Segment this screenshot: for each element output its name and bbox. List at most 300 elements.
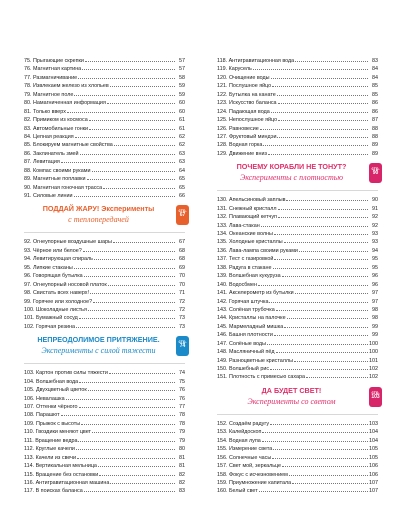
section-header-light	[217, 385, 378, 415]
dot-leader	[273, 444, 368, 450]
toc-entry	[217, 461, 378, 469]
dot-leader	[274, 330, 368, 336]
toc-entry-title: 92. Огнеупорные воздушные шары	[24, 239, 112, 246]
toc-entry-page: 89	[372, 142, 378, 149]
dot-leader	[82, 64, 175, 70]
toc-entry	[24, 90, 185, 98]
toc-entry-page: 67	[179, 239, 185, 246]
toc-entry-page: 93	[372, 231, 378, 237]
toc-entry	[217, 478, 378, 486]
page-badge-number: 74	[179, 343, 186, 350]
dot-leader	[98, 461, 175, 467]
toc-entry-title: 156. Солнечные часы	[217, 454, 272, 461]
toc-entry-page: 70	[179, 281, 185, 288]
toc-entry-page: 79	[179, 437, 185, 444]
section-subtitle: Эксперименты с плотностью	[239, 173, 344, 183]
dot-leader	[74, 263, 175, 269]
toc-entry-page: 63	[179, 159, 185, 166]
dot-leader	[88, 305, 175, 311]
dot-leader	[66, 394, 175, 400]
toc-entry-title: 94. Левитирующая спираль	[24, 256, 93, 263]
toc-entry-title: 103. Картон против силы тяжести	[24, 370, 108, 377]
toc-entry-page: 93	[372, 239, 378, 246]
toc-entry-page: 72	[179, 306, 185, 313]
toc-entry	[217, 313, 378, 321]
toc-entry-page: 82	[179, 471, 185, 478]
dot-leader	[274, 229, 368, 235]
toc-entry	[217, 427, 378, 435]
toc-entry	[24, 166, 185, 174]
toc-entry-title: 121. Послушное яйцо	[217, 83, 272, 90]
section-title: НЕПРЕОДОЛИМОЕ ПРИТЯЖЕНИЕ.	[37, 335, 160, 345]
toc-entry-page: 98	[372, 306, 378, 313]
toc-entry-title: 89. Магнитные поплавки	[24, 176, 86, 183]
dot-leader	[103, 183, 175, 189]
toc-entry-title: 75. Прыгающие скрепки	[24, 58, 84, 64]
toc-entry-title: 160. Белый свет	[217, 488, 258, 495]
dot-leader	[259, 486, 368, 492]
toc-entry-title: 140. Водосбмен	[217, 281, 257, 288]
toc-entry	[24, 470, 185, 478]
toc-entry	[24, 394, 185, 402]
toc-entry-title: 108. Парашют	[24, 412, 60, 419]
toc-entry-page: 88	[372, 133, 378, 140]
toc-entry-title: 130. Апельсиновый заплыв	[217, 197, 286, 204]
dot-leader	[109, 368, 175, 374]
dot-leader	[61, 410, 175, 416]
toc-entry	[217, 280, 378, 288]
toc-entry-title: 119. Карусель	[217, 66, 252, 73]
toc-entry-title: 137. Тест с газировкой	[217, 256, 274, 263]
dot-leader	[306, 372, 368, 378]
toc-left-column	[24, 56, 185, 495]
toc-entry-page: 91	[372, 205, 378, 212]
dot-leader	[75, 132, 175, 138]
toc-entry-page: 64	[179, 167, 185, 174]
dot-leader	[295, 56, 368, 62]
toc-entry-title: 93. Чёрное или белое?	[24, 247, 82, 254]
toc-entry-title: 87. Левитация	[24, 159, 60, 166]
toc-entry-page: 63	[179, 150, 185, 157]
toc-entry	[24, 132, 185, 140]
toc-entry	[217, 453, 378, 461]
toc-list	[217, 56, 378, 157]
toc-entry-title: 82. Примиком из космоса	[24, 117, 88, 124]
toc-entry-title: 117. В поисках баланса	[24, 488, 83, 495]
toc-entry-title: 113. Качели из свечи	[24, 454, 77, 461]
toc-entry-page: 84	[372, 74, 378, 81]
toc-entry-page: 69	[179, 264, 185, 271]
toc-entry-title: 105. Двухцветный цветок	[24, 387, 87, 394]
toc-entry	[217, 221, 378, 229]
toc-entry-title: 100. Шоколадные листья	[24, 306, 87, 313]
toc-entry	[24, 191, 185, 199]
toc-entry-title: 122. Бутылка на канате	[217, 91, 276, 98]
toc-entry-page: 81	[179, 463, 185, 470]
dot-leader	[80, 149, 175, 155]
toc-entry-title: 145. Мармеладный мишка	[217, 323, 284, 330]
toc-entry	[217, 81, 378, 89]
toc-entry-title: 84. Цепная реакция	[24, 133, 74, 140]
toc-entry-page: 99	[372, 332, 378, 339]
dot-leader	[114, 140, 175, 146]
dot-leader	[61, 157, 175, 163]
dot-leader	[277, 132, 368, 138]
toc-entry-title: 146. Башня плотности	[217, 332, 273, 339]
toc-entry-page: 86	[372, 108, 378, 115]
toc-entry-page: 89	[372, 150, 378, 157]
toc-entry-title: 86. Заклинатель змей	[24, 150, 79, 157]
page-badge	[369, 163, 382, 183]
toc-entry-page: 96	[372, 273, 378, 280]
toc-entry	[24, 98, 185, 106]
toc-entry-page: 66	[179, 193, 185, 199]
toc-entry	[24, 183, 185, 191]
dot-leader	[89, 124, 175, 130]
dot-leader	[294, 356, 368, 362]
toc-list	[217, 195, 378, 381]
toc-entry	[24, 385, 185, 393]
toc-entry-title: 116. Антигравитационная машина	[24, 479, 110, 486]
toc-entry	[24, 436, 185, 444]
toc-entry-title: 141. Акселерометр из бутылки	[217, 290, 294, 297]
toc-entry-page: 86	[372, 100, 378, 107]
toc-entry	[24, 254, 185, 262]
dot-leader	[292, 478, 368, 484]
toc-entry-page: 87	[372, 117, 378, 124]
toc-entry	[24, 157, 185, 165]
toc-entry-page: 100	[369, 349, 378, 356]
dot-leader	[269, 297, 368, 303]
toc-entry-page: 88	[372, 125, 378, 132]
toc-entry-title: 158. Фокус с исчезновением	[217, 471, 288, 478]
dot-leader	[108, 280, 175, 286]
dot-leader	[74, 191, 176, 197]
section-header-density	[217, 161, 378, 191]
toc-entry-page: 100	[369, 340, 378, 347]
toc-entry	[24, 64, 185, 72]
toc-entry-title: 120. Очищение воды	[217, 74, 270, 81]
toc-entry	[24, 297, 185, 305]
dot-leader	[272, 453, 368, 459]
toc-entry-page: 77	[179, 404, 185, 410]
toc-entry-page: 92	[372, 214, 378, 221]
toc-entry	[24, 174, 185, 182]
dot-leader	[87, 174, 175, 180]
toc-entry-title: 110. Гвоздики меняют цвет	[24, 429, 91, 436]
toc-entry	[217, 486, 378, 494]
toc-entry-title: 112. Круглые качели	[24, 446, 75, 453]
dot-leader	[92, 427, 175, 433]
toc-entry	[217, 56, 378, 64]
toc-entry	[24, 368, 185, 376]
toc-entry-title: 142. Горячая штучка	[217, 298, 269, 305]
toc-entry	[217, 419, 378, 427]
toc-entry	[217, 372, 378, 380]
dot-leader	[299, 246, 368, 252]
toc-entry-page: 57	[179, 66, 185, 73]
toc-entry-title: 99. Горячее или холодное?	[24, 298, 93, 305]
toc-entry-page: 106	[369, 471, 378, 478]
dot-leader	[67, 107, 175, 113]
dot-leader	[287, 313, 368, 319]
toc-entry	[217, 195, 378, 203]
toc-entry-title: 109. Прыжок с высоты	[24, 420, 81, 427]
toc-entry-title: 76. Магнитная картина	[24, 66, 82, 73]
dot-leader	[295, 288, 368, 294]
toc-entry-page: 103	[369, 420, 378, 427]
toc-entry-title: 106. Невалашка	[24, 395, 65, 402]
dot-leader	[286, 195, 368, 201]
toc-entry-page: 107	[369, 488, 378, 495]
dot-leader	[260, 124, 368, 130]
section-header-heat	[24, 203, 185, 233]
toc-entry-title: 132. Плавающий кетчуп	[217, 214, 277, 221]
dot-leader	[284, 322, 368, 328]
toc-entry-page: 99	[372, 323, 378, 330]
section-header-gravity	[24, 334, 185, 364]
dot-leader	[278, 212, 368, 218]
toc-list	[24, 56, 185, 199]
toc-entry-page: 59	[179, 83, 185, 90]
dot-leader	[253, 64, 368, 70]
toc-entry-page: 102	[369, 366, 378, 372]
toc-entry-page: 62	[179, 142, 185, 149]
page-badge-number: 103	[371, 393, 380, 400]
toc-entry-page: 68	[179, 256, 185, 263]
dot-leader	[85, 56, 175, 62]
toc-entry-title: 152. Создаём радугу	[217, 420, 270, 427]
toc-entry	[217, 263, 378, 271]
toc-entry-page: 106	[369, 463, 378, 470]
section-title: ПОЧЕМУ КОРАБЛИ НЕ ТОНУТ?	[236, 162, 347, 172]
toc-entry	[217, 204, 378, 212]
toc-entry	[24, 107, 185, 115]
page-badge-label: стр.	[371, 389, 380, 395]
toc-entry-page: 105	[369, 446, 378, 453]
toc-entry-title: 90. Магнитная гоночная трасса	[24, 184, 103, 191]
toc-entry	[217, 330, 378, 338]
dot-leader	[78, 436, 175, 442]
toc-entry	[24, 322, 185, 330]
toc-entry	[217, 288, 378, 296]
toc-entry-page: 96	[372, 281, 378, 288]
toc-entry-page: 102	[369, 374, 378, 381]
dot-leader	[272, 81, 368, 87]
dot-leader	[78, 73, 175, 79]
toc-entry-title: 133. Лава-стакан	[217, 222, 260, 229]
toc-entry-page: 73	[179, 323, 185, 330]
toc-entry-title: 81. Только вверх	[24, 108, 66, 115]
dot-leader	[278, 98, 368, 104]
toc-entry	[217, 305, 378, 313]
dot-leader	[267, 339, 368, 345]
toc-entry	[217, 237, 378, 245]
toc-entry	[217, 436, 378, 444]
dot-leader	[277, 90, 368, 96]
dot-leader	[278, 115, 368, 121]
toc-entry	[24, 246, 185, 254]
toc-entry	[24, 81, 185, 89]
section-subtitle: Эксперименты с силой тяжести	[41, 346, 156, 356]
dot-leader	[262, 427, 368, 433]
dot-leader	[258, 280, 368, 286]
toc-entry	[24, 115, 185, 123]
dot-leader	[92, 166, 176, 172]
toc-entry-title: 102. Горячая резина	[24, 323, 75, 330]
toc-entry	[217, 149, 378, 157]
toc-entry-title: 154. Водная лупа	[217, 437, 261, 444]
toc-entry-title: 91. Силовые линии	[24, 193, 73, 199]
toc-entry-title: 159. Приумножение капитала	[217, 479, 292, 486]
toc-entry-page: 85	[372, 83, 378, 90]
dot-leader	[276, 347, 368, 353]
toc-entry-page: 73	[179, 315, 185, 322]
toc-entry	[24, 140, 185, 148]
toc-entry	[217, 356, 378, 364]
toc-entry-page: 60	[179, 108, 185, 115]
dot-leader	[268, 149, 368, 155]
dot-leader	[79, 377, 175, 383]
toc-entry-page: 58	[179, 74, 185, 81]
toc-entry-title: 150. Волшебный рис	[217, 366, 270, 372]
toc-entry-title: 77. Размагничивание	[24, 74, 78, 81]
toc-entry-page: 79	[179, 429, 185, 436]
toc-entry-title: 114. Вертикальная мельница	[24, 463, 97, 470]
toc-entry-title: 111. Вращение ведра	[24, 437, 78, 444]
page-badge-number: 67	[179, 212, 186, 219]
toc-entry-page: 83	[179, 488, 185, 495]
toc-entry-page: 105	[369, 454, 378, 461]
toc-entry-title: 138. Радуга в стакане	[217, 264, 272, 271]
section-subtitle: Эксперименты со светом	[247, 396, 336, 406]
toc-entry-title: 126. Равновесие	[217, 125, 259, 132]
toc-entry-page: 84	[372, 66, 378, 73]
dot-leader	[271, 73, 368, 79]
section-title: ПОДДАЙ ЖАРУ! Эксперименты	[42, 204, 155, 214]
toc-entry-page: 71	[179, 290, 185, 297]
toc-entry-title: 148. Масляничный пёд	[217, 349, 275, 356]
toc-entry	[217, 347, 378, 355]
toc-entry-title: 80. Намагниченная информация	[24, 100, 106, 107]
toc-entry-title: 147. Солёные воды	[217, 340, 266, 347]
dot-leader	[276, 305, 368, 311]
toc-entry-title: 95. Липкие стаканы	[24, 264, 73, 271]
dot-leader	[84, 486, 175, 492]
toc-entry-page: 104	[369, 429, 378, 436]
dot-leader	[77, 453, 175, 459]
toc-entry	[24, 444, 185, 452]
dot-leader	[90, 288, 175, 294]
section-subtitle: с теплопередачей	[68, 215, 129, 225]
toc-list	[217, 419, 378, 495]
toc-entry	[24, 486, 185, 494]
page-badge-label: стр.	[178, 339, 187, 345]
page-badge	[176, 205, 189, 225]
toc-entry-page: 59	[179, 91, 185, 98]
toc-entry-title: 153. Калейдоскоп	[217, 429, 262, 436]
dot-leader	[89, 115, 175, 121]
toc-entry	[24, 73, 185, 81]
dot-leader	[262, 436, 368, 442]
toc-entry-page: 95	[372, 264, 378, 271]
toc-entry	[24, 288, 185, 296]
toc-list	[24, 237, 185, 330]
dot-leader	[113, 237, 175, 243]
dot-leader	[107, 98, 175, 104]
toc-entry-page: 83	[372, 58, 378, 64]
toc-entry-page: 62	[179, 133, 185, 140]
toc-entry	[24, 124, 185, 132]
toc-entry	[217, 90, 378, 98]
toc-entry	[217, 271, 378, 279]
toc-entry-title: 124. Падающая вода	[217, 108, 270, 115]
toc-entry-page: 92	[372, 222, 378, 229]
toc-entry	[217, 212, 378, 220]
toc-list	[24, 368, 185, 495]
toc-entry-page: 98	[372, 315, 378, 322]
toc-entry-page: 57	[179, 58, 185, 64]
toc-entry	[217, 124, 378, 132]
toc-entry	[217, 140, 378, 148]
dot-leader	[282, 461, 368, 467]
page-badge-label: стр.	[371, 166, 380, 172]
toc-entry-title: 125. Непослушное яйцо	[217, 117, 278, 124]
toc-entry-page: 95	[372, 256, 378, 263]
dot-leader	[94, 254, 175, 260]
toc-entry-page: 60	[179, 100, 185, 107]
toc-entry	[24, 410, 185, 418]
toc-entry-title: 79. Магнитное поле	[24, 91, 74, 98]
toc-entry-title: 139. Волшебная кукуруза	[217, 273, 281, 280]
toc-entry-title: 143. Солёная трубочка	[217, 306, 275, 313]
toc-entry	[217, 73, 378, 81]
dot-leader	[284, 237, 368, 243]
toc-entry-title: 118. Антигравитационная вода	[217, 58, 295, 64]
toc-entry-title: 149. Разноцветные кристаллы	[217, 357, 293, 364]
toc-entry-title: 134. Океанские волны	[217, 231, 273, 237]
toc-entry	[24, 271, 185, 279]
dot-leader	[83, 246, 175, 252]
dot-leader	[81, 419, 175, 425]
toc-entry-title: 107. Оттенки чёрного	[24, 404, 78, 410]
page-badge	[176, 336, 189, 356]
toc-entry-page: 65	[179, 184, 185, 191]
toc-entry-page: 61	[179, 117, 185, 124]
toc-entry-title: 155. Измерение света	[217, 446, 273, 453]
toc-entry-page: 61	[179, 125, 185, 132]
toc-entry	[24, 237, 185, 245]
dot-leader	[289, 470, 368, 476]
toc-entry-page: 65	[179, 176, 185, 183]
toc-entry-title: 85. Блокируем магнитные свойства	[24, 142, 113, 149]
toc-entry-title: 88. Компас своими руками	[24, 167, 91, 174]
toc-entry-page: 81	[179, 454, 185, 461]
toc-entry-page: 78	[179, 412, 185, 419]
toc-entry-title: 157. Свет мой, зеркальце	[217, 463, 282, 470]
toc-entry-title: 135. Холодные кристаллы	[217, 239, 283, 246]
toc-entry-title: 78. Извлекаем железо из хлопьев	[24, 83, 109, 90]
dot-leader	[74, 90, 175, 96]
toc-entry-page: 72	[179, 298, 185, 305]
toc-entry-title: 115. Вращение без остановки	[24, 471, 99, 478]
toc-entry	[217, 470, 378, 478]
toc-entry-title: 131. Снежный кристалл	[217, 205, 277, 212]
toc-entry-title: 128. Водная горка	[217, 142, 263, 149]
toc-entry-page: 76	[179, 395, 185, 402]
toc-entry	[217, 254, 378, 262]
dot-leader	[110, 478, 175, 484]
